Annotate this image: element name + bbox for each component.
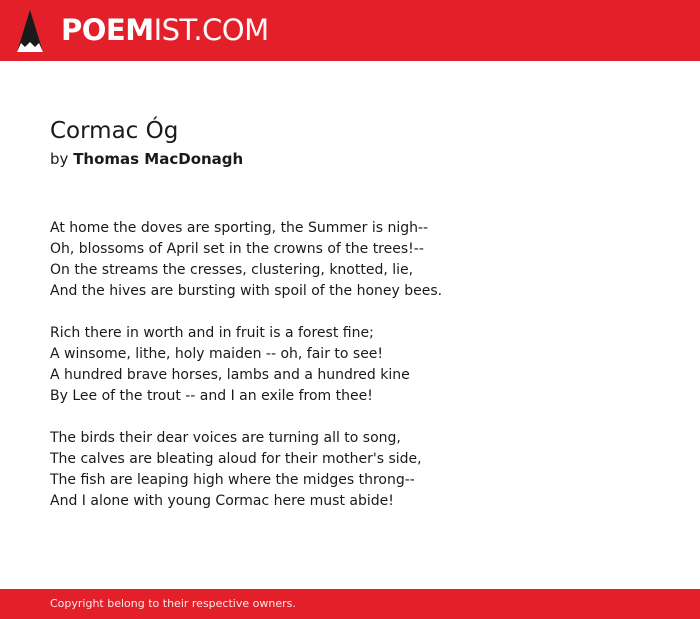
poem-line: And the hives are bursting with spoil of the honey bees. bbox=[50, 283, 443, 299]
poem-title: Cormac Óg bbox=[50, 118, 179, 144]
poem-line: On the streams the cresses, clustering, knotted, lie, bbox=[50, 262, 414, 278]
poem-line: Oh, blossoms of April set in the crowns of the trees!-- bbox=[50, 241, 424, 257]
poem-author: Thomas MacDonagh bbox=[73, 150, 244, 168]
poem-line: And I alone with young Cormac here must abide! bbox=[50, 493, 394, 509]
logo-text-rest: IST.COM bbox=[153, 13, 269, 47]
poem-line: A hundred brave horses, lambs and a hundred kine bbox=[50, 367, 410, 383]
copyright-notice: Copyright belong to their respective owners. bbox=[50, 597, 296, 610]
poem-line: At home the doves are sporting, the Summer is nigh-- bbox=[50, 220, 429, 236]
stanza-1 bbox=[50, 218, 670, 302]
logo-text-bold: POEM bbox=[61, 13, 154, 47]
site-footer bbox=[0, 589, 700, 619]
by-label: by bbox=[50, 150, 69, 168]
stanza-2 bbox=[50, 323, 670, 407]
site-logo-link[interactable] bbox=[61, 12, 269, 48]
poem-line: The birds their dear voices are turning all to song, bbox=[50, 430, 401, 446]
poem-line: The calves are bleating aloud for their mother's side, bbox=[50, 451, 422, 467]
poem-line: The fish are leaping high where the midges throng-- bbox=[50, 472, 415, 488]
site-header bbox=[0, 0, 700, 61]
poem-body bbox=[50, 218, 670, 533]
stanza-3 bbox=[50, 428, 670, 512]
poem-line: By Lee of the trout -- and I an exile from thee! bbox=[50, 388, 373, 404]
poem-byline bbox=[50, 148, 243, 170]
poem-line: A winsome, lithe, holy maiden -- oh, fair to see! bbox=[50, 346, 384, 362]
pencil-icon[interactable] bbox=[17, 10, 43, 52]
poem-line: Rich there in worth and in fruit is a forest fine; bbox=[50, 325, 374, 341]
